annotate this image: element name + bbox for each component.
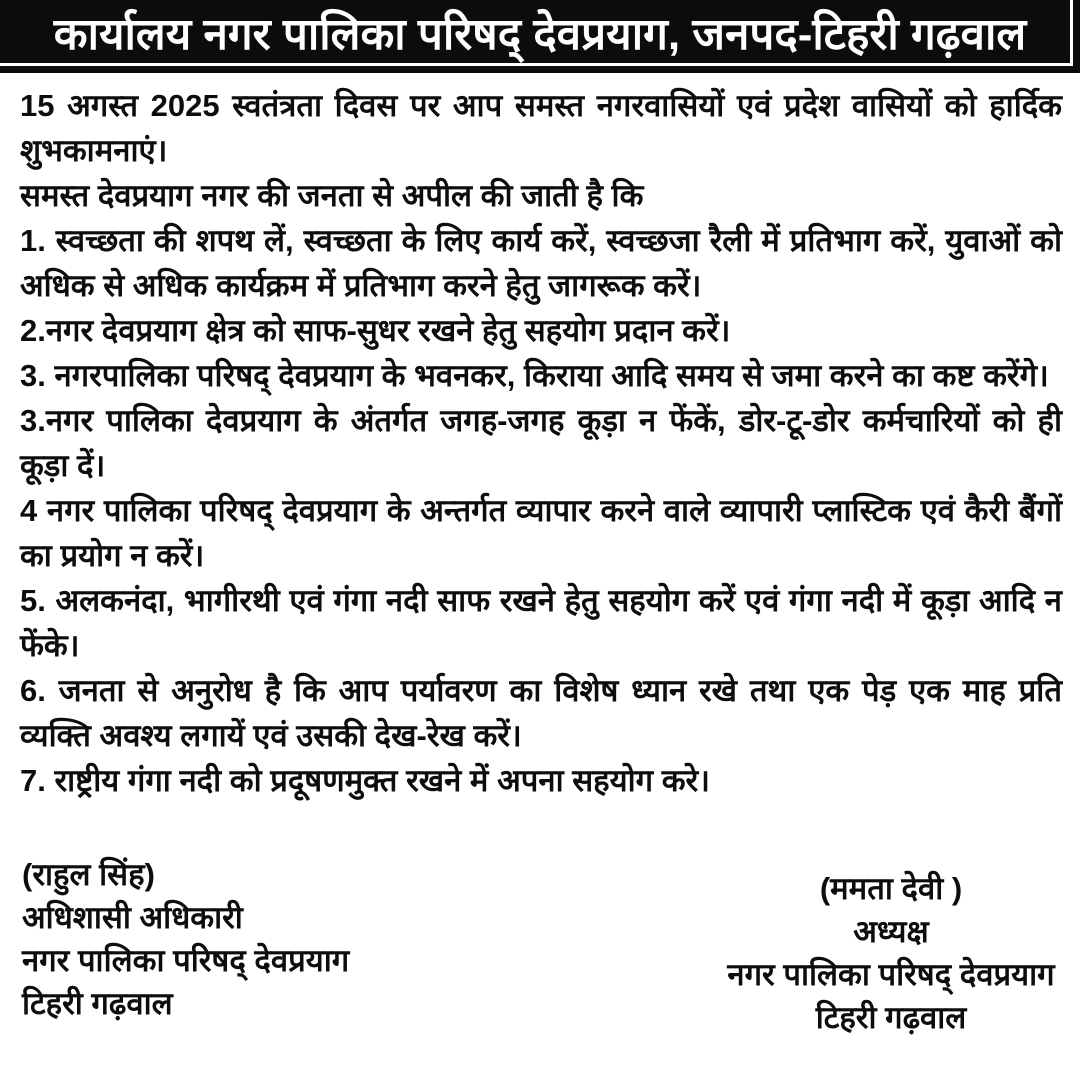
list-item: 5. अलकनंदा, भागीरथी एवं गंगा नदी साफ रखने हेतु सहयोग करें एवं गंगा नदी में कूड़ा आदि न फेंके।: [20, 583, 1062, 663]
signatory-district: टिहरी गढ़वाल: [815, 1000, 967, 1035]
list-item: 4 नगर पालिका परिषद् देवप्रयाग के अन्तर्गत व्यापार करने वाले व्यापारी प्लास्टिक एवं कैरी बैंगों का प्रयोग न करें।: [20, 493, 1062, 573]
list-item: 2.नगर देवप्रयाग क्षेत्र को साफ-सुधर रखने हेतु सहयोग प्रदान करें।: [20, 313, 731, 348]
signatory-district: टिहरी गढ़वाल: [22, 986, 173, 1021]
signature-right: [716, 867, 1066, 1039]
greeting-line: 15 अगस्त 2025 स्वतंत्रता दिवस पर आप समस्त नगरवासियों एवं प्रदेश वासियों को हार्दिक शुभकामनाएं।: [20, 88, 1062, 168]
signature-section: [0, 803, 1080, 1039]
list-item: 3.नगर पालिका देवप्रयाग के अंतर्गत जगह-जगह कूड़ा न फेंकें, डोर-टू-डोर कर्मचारियों को ही कूड़ा दें।: [20, 403, 1062, 483]
list-item: 6. जनता से अनुरोध है कि आप पर्यावरण का विशेष ध्यान रखे तथा एक पेड़ एक माह प्रति व्यक्ति अवश्य लगायें एवं उसकी देख-रेख करें।: [20, 673, 1062, 753]
signatory-name: (ममता देवी ): [819, 871, 963, 906]
signatory-org: नगर पालिका परिषद् देवप्रयाग: [727, 957, 1055, 992]
notice-body: [0, 73, 1080, 803]
list-item: 1. स्वच्छता की शपथ लें, स्वच्छता के लिए कार्य करें, स्वच्छजा रैली में प्रतिभाग करें, युवाओं को अधिक से अधिक कार्यक्रम में प्रतिभाग करने हेतु जागरूक करें।: [20, 223, 1062, 303]
signature-left: [22, 853, 349, 1025]
header-banner: [0, 0, 1080, 73]
appeal-intro-line: समस्त देवप्रयाग नगर की जनता से अपील की जाती है कि: [20, 178, 644, 213]
signatory-title: अध्यक्ष: [853, 914, 929, 949]
page-title: कार्यालय नगर पालिका परिषद् देवप्रयाग, जनपद-टिहरी गढ़वाल: [53, 9, 1027, 59]
signatory-name: (राहुल सिंह): [22, 857, 155, 892]
list-item: 7. राष्ट्रीय गंगा नदी को प्रदूषणमुक्त रखने में अपना सहयोग करे।: [20, 763, 710, 798]
list-item: 3. नगरपालिका परिषद् देवप्रयाग के भवनकर, किराया आदि समय से जमा करने का कष्ट करेंगे।: [20, 358, 1049, 393]
signatory-title: अधिशासी अधिकारी: [22, 900, 243, 935]
signatory-org: नगर पालिका परिषद् देवप्रयाग: [22, 943, 350, 978]
